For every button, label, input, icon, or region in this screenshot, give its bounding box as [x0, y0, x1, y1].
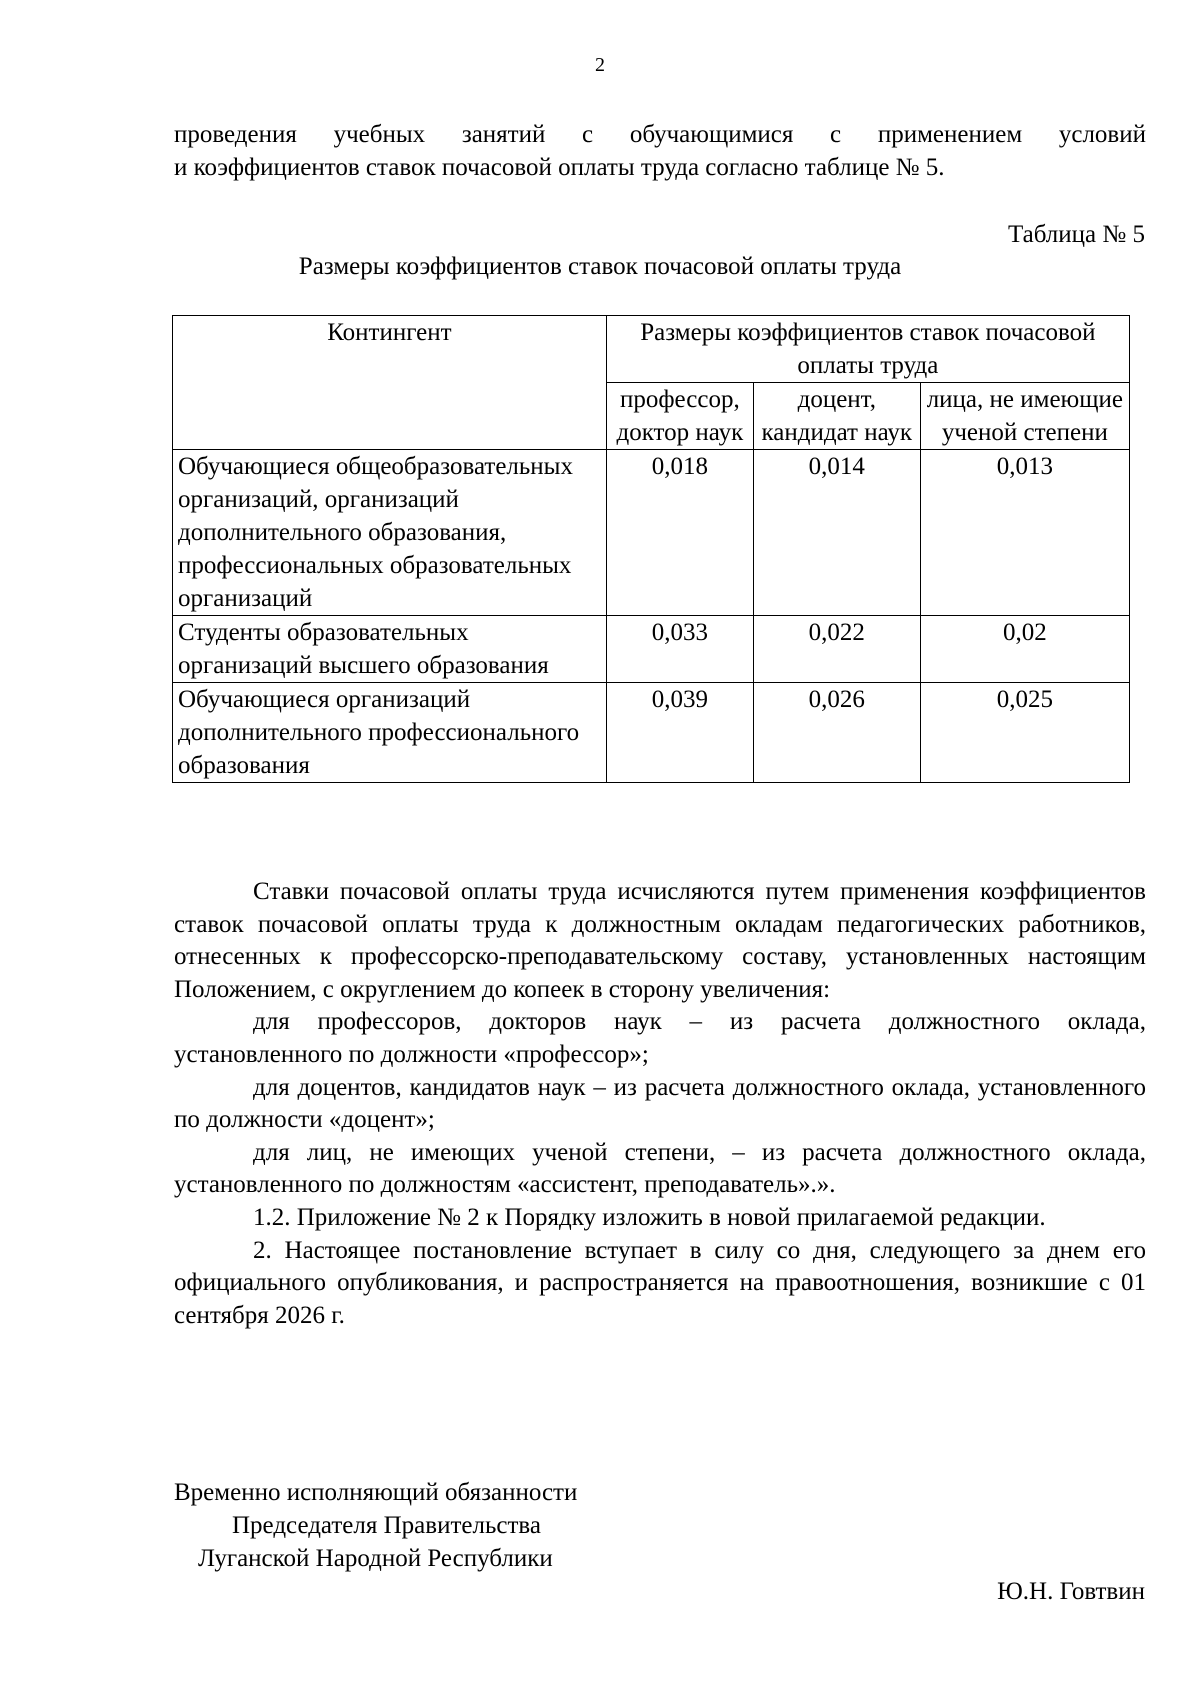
header-coefficient-group: Размеры коэффициентов ставок почасовой оплаты труда [606, 316, 1129, 383]
table-row [173, 683, 1130, 783]
cell-no-degree: 0,013 [920, 450, 1129, 616]
header-no-degree: лица, не имеющие ученой степени [920, 383, 1129, 450]
paragraph-docents: для доцентов, кандидатов наук – из расчета должностного оклада, установленного по должности «доцент»; [174, 1073, 1146, 1134]
paragraph-professors: для профессоров, докторов наук – из расчета должностного оклада, установленного по должности «профессор»; [174, 1008, 1146, 1068]
cell-docent: 0,022 [753, 616, 920, 683]
page-number: 2 [595, 54, 605, 76]
header-docent: доцент, кандидат наук [753, 383, 920, 450]
table-title: Размеры коэффициентов ставок почасовой оплаты труда [298, 253, 902, 280]
table-row [173, 450, 1130, 616]
cell-professor: 0,033 [606, 616, 753, 683]
table-row [173, 616, 1130, 683]
intro-line-2: и коэффициентов ставок почасовой оплаты труда согласно таблице № 5. [174, 154, 945, 181]
signature-block [174, 1476, 577, 1575]
paragraph-item-2: 2. Настоящее постановление вступает в силу со дня, следующего за днем его официального опубликования, и распространяется на правоотношения, возникшие с 01 сентября 2026 г. [174, 1236, 1146, 1329]
table-header-row [173, 316, 1130, 383]
signer-name: Ю.Н. Говтвин [997, 1578, 1145, 1605]
cell-no-degree: 0,02 [920, 616, 1129, 683]
row-category: Обучающиеся общеобразовательных организаций, организаций дополнительного образования, профессиональных образовательных организаций [173, 450, 607, 616]
cell-docent: 0,014 [753, 450, 920, 616]
signature-title-line-3: Луганской Народной Республики [198, 1545, 553, 1572]
intro-line-1: проведения учебных занятий с обучающимися с применением условий [174, 121, 1146, 148]
paragraph-no-degree: для лиц, не имеющих ученой степени, – из расчета должностного оклада, установленного по должностям «ассистент, преподаватель».». [174, 1138, 1146, 1199]
cell-professor: 0,018 [606, 450, 753, 616]
paragraph-rates: Ставки почасовой оплаты труда исчисляются путем применения коэффициентов ставок почасовой оплаты труда к должностным окладам педагогических работников, отнесенных к профессорско-преподавательскому составу, установленных настоящим Положением, с округлением до копеек в сторону увеличения: [174, 878, 1146, 1003]
signature-title-line-2: Председателя Правительства [232, 1512, 541, 1539]
cell-docent: 0,026 [753, 683, 920, 783]
header-contingent: Контингент [173, 316, 607, 450]
table-label: Таблица № 5 [1007, 221, 1145, 248]
header-professor: профессор, доктор наук [606, 383, 753, 450]
paragraph-item-1-2: 1.2. Приложение № 2 к Порядку изложить в новой прилагаемой редакции. [253, 1203, 1046, 1231]
intro-paragraph [174, 118, 1146, 184]
cell-no-degree: 0,025 [920, 683, 1129, 783]
cell-professor: 0,039 [606, 683, 753, 783]
row-category: Обучающиеся организаций дополнительного профессионального образования [173, 683, 607, 783]
row-category: Студенты образовательных организаций высшего образования [173, 616, 607, 683]
body-text [174, 876, 1146, 1332]
coefficients-table [172, 315, 1130, 783]
signature-title-line-1: Временно исполняющий обязанности [174, 1479, 578, 1506]
